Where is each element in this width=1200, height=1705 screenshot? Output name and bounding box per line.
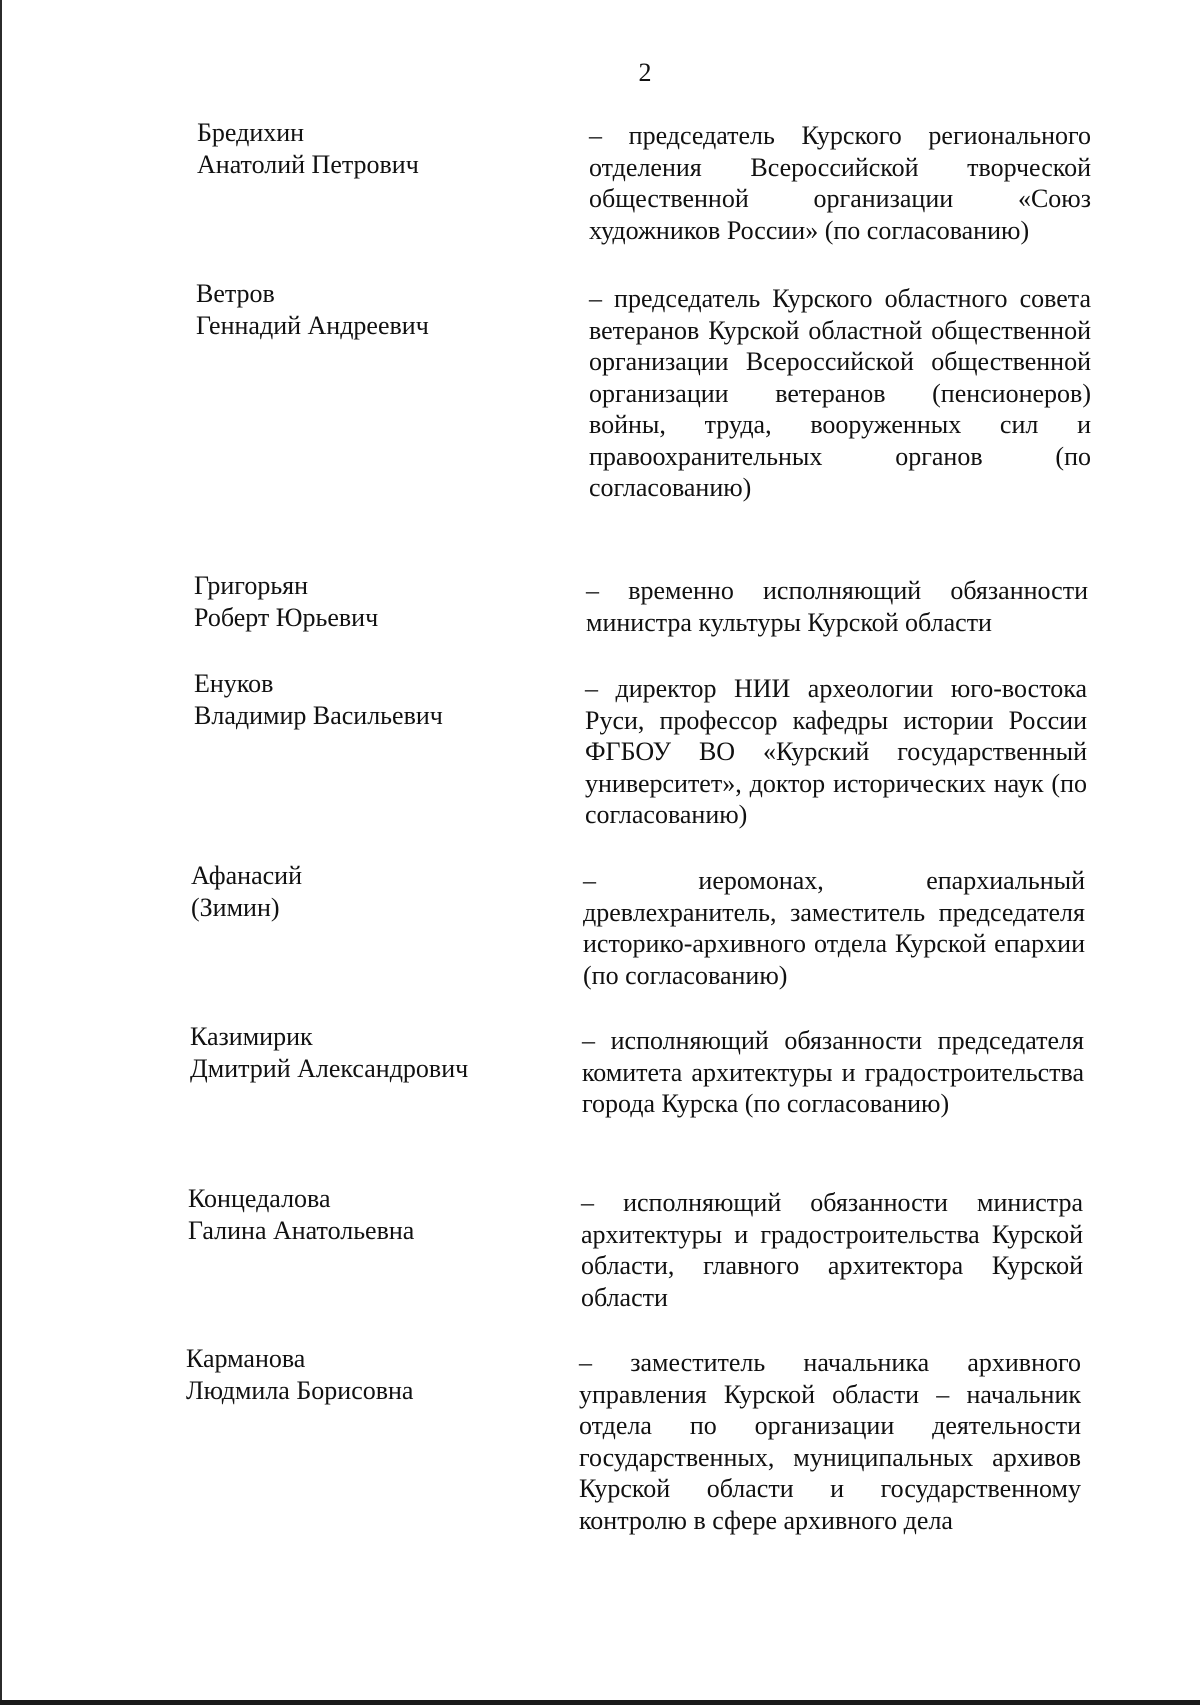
member-role: – иеромонах, епархиальный древлехранитель, заместитель председателя историко-архивного отдела Курской епархии (по согласованию) [583,866,1085,990]
member-surname: Ветров [196,279,275,308]
member-surname: Концедалова [188,1184,331,1213]
member-role: – председатель Курского регионального отделения Всероссийской творческой общественной организации «Союз художников России» (по согласованию) [589,121,1091,245]
member-given-names: Геннадий Андреевич [196,310,429,340]
member-surname: Афанасий [191,861,302,890]
member-name [197,117,517,180]
member-given-names: Дмитрий Александрович [190,1053,469,1083]
member-name [191,860,511,923]
page-left-edge [0,0,2,1705]
member-given-names: (Зимин) [191,892,280,922]
member-given-names: Анатолий Петрович [197,149,419,179]
member-role: – председатель Курского областного совета ветеранов Курской областной общественной организации Всероссийской общественной организации ветеранов (пенсионеров) войны, труда, вооруженных сил и правоохранительных органов (по согласованию) [589,284,1091,502]
member-surname: Бредихин [197,118,305,147]
member-name [194,668,514,731]
member-surname: Карманова [186,1344,306,1373]
member-role: – исполняющий обязанности председателя комитета архитектуры и градостроительства города Курска (по согласованию) [582,1026,1084,1118]
member-given-names: Владимир Васильевич [194,700,443,730]
member-role: – заместитель начальника архивного управления Курской области – начальник отдела по организации деятельности государственных, муниципальных архивов Курской области и государственному контролю в сфере архивного дела [579,1348,1081,1535]
member-name [188,1183,508,1246]
page-bottom-edge [0,1700,1200,1705]
member-role: – исполняющий обязанности министра архитектуры и градостроительства Курской области, главного архитектора Курской области [581,1188,1083,1312]
member-given-names: Галина Анатольевна [188,1215,415,1245]
member-role: – директор НИИ археологии юго-востока Руси, профессор кафедры истории России ФГБОУ ВО «Курский государственный университет», доктор исторических наук (по согласованию) [585,674,1087,829]
member-surname: Енуков [194,669,274,698]
member-name [196,278,516,341]
member-role: – временно исполняющий обязанности министра культуры Курской области [586,576,1088,637]
member-given-names: Роберт Юрьевич [194,602,379,632]
member-surname: Казимирик [190,1022,313,1051]
member-surname: Григорьян [194,571,309,600]
member-name [186,1343,506,1406]
member-given-names: Людмила Борисовна [186,1375,414,1405]
page-number: 2 [638,58,652,87]
member-name [194,570,514,633]
member-name [190,1021,510,1084]
